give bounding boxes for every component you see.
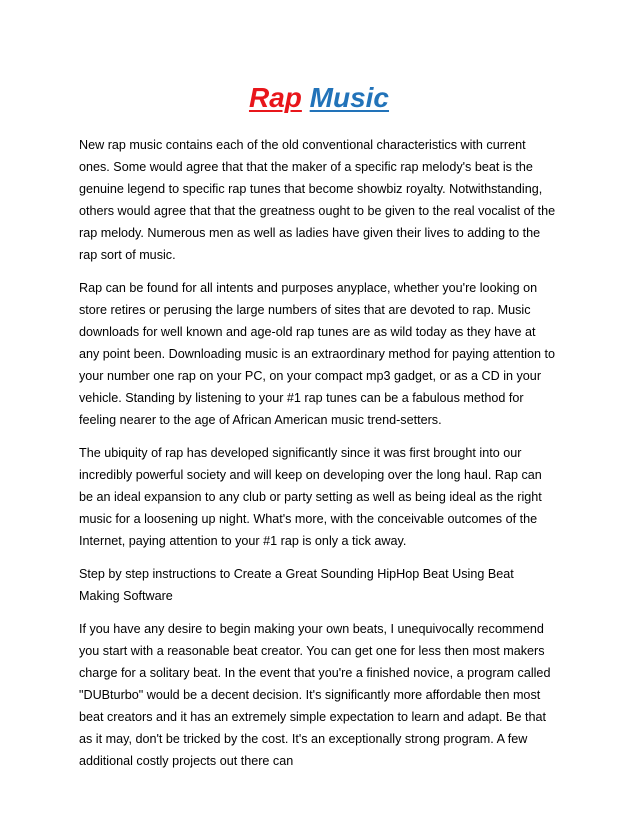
section-heading: Step by step instructions to Create a Great Sounding HipHop Beat Using Beat Making Software [79, 567, 514, 603]
title-word-music: Music [309, 82, 390, 113]
paragraph-1: New rap music contains each of the old conventional characteristics with current ones. Some would agree that that the maker of a specific rap melody's beat is the genuine legend to specific rap tunes that become showbiz royalty. Notwithstanding, others would agree that that the greatness ought to be given to the real vocalist of the rap melody. Numerous men as well as ladies have given their lives to adding to the rap sort of music. [79, 138, 556, 262]
title-word-rap: Rap [248, 82, 302, 113]
document-body [79, 134, 557, 783]
paragraph-2: Rap can be found for all intents and purposes anyplace, whether you're looking on store retires or perusing the large numbers of sites that are devoted to rap. Music downloads for well known and age-old rap tunes are as wild today as they have at any point been. Downloading music is an extraordinary method for paying attention to your number one rap on your PC, on your compact mp3 gadget, or as a CD in your vehicle. Standing by listening to your #1 rap tunes can be a fabulous method for feeling nearer to the age of African American music trend-setters. [79, 281, 556, 427]
paragraph-4: If you have any desire to begin making your own beats, I unequivocally recommend you start with a reasonable beat creator. You can get one for less then most makers charge for a solitary beat. In the event that you're a finished novice, a program called "DUBturbo" would be a decent decision. It's significantly more affordable then most beat creators and it has an extremely simple expectation to learn and adapt. Be that as it may, don't be tricked by the cost. It's an exceptionally strong program. A few additional costly projects out there can [79, 622, 551, 768]
page-title [0, 80, 638, 116]
paragraph-3: The ubiquity of rap has developed significantly since it was first brought into our incredibly powerful society and will keep on developing over the long haul. Rap can be an ideal expansion to any club or party setting as well as being ideal as the right music for a loosening up night. What's more, with the conceivable outcomes of the Internet, paying attention to your #1 rap is only a tick away. [79, 446, 542, 548]
